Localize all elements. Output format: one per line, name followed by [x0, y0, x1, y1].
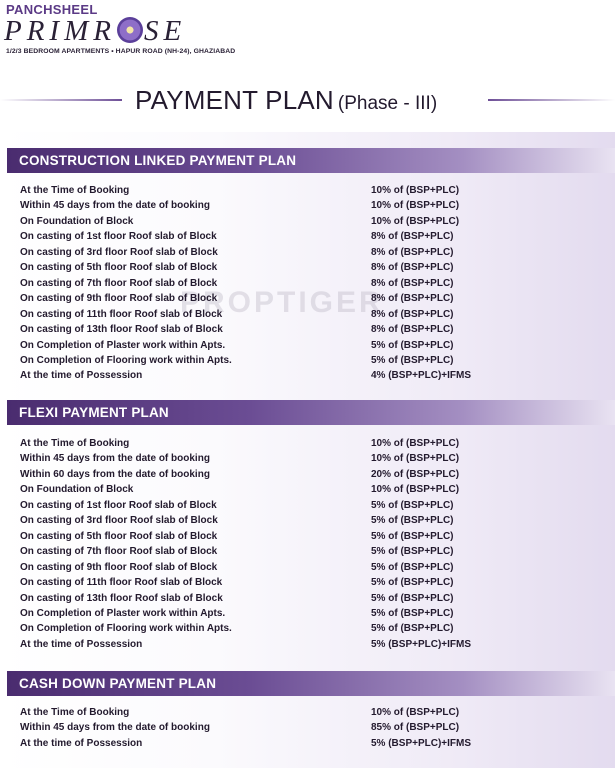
payment-milestone: On casting of 11th floor Roof slab of Block [20, 308, 223, 320]
payment-amount: 10% of (BSP+PLC) [371, 200, 460, 212]
payment-milestone: On casting of 3rd floor Roof slab of Block [20, 246, 218, 258]
payment-milestone: At the time of Possession [20, 638, 143, 650]
payment-amount: 5% of (BSP+PLC) [371, 623, 454, 635]
payment-milestone: On casting of 9th floor Roof slab of Block [20, 561, 218, 573]
payment-milestone: At the time of Possession [20, 370, 143, 382]
payment-row [20, 231, 500, 246]
brand-name [4, 15, 186, 48]
payment-amount: 10% of (BSP+PLC) [371, 438, 460, 449]
payment-row [20, 707, 500, 722]
title-divider-left [0, 99, 122, 101]
payment-milestone: On casting of 13th floor Roof slab of Block [20, 324, 223, 336]
payment-amount: 4% (BSP+PLC)+IFMS [371, 370, 472, 382]
payment-milestone: On Completion of Plaster work within Apts. [20, 607, 226, 619]
payment-milestone: On Foundation of Block [20, 484, 134, 496]
payment-row [20, 722, 500, 737]
payment-row [20, 531, 500, 546]
section-header [7, 400, 615, 425]
brand-name-part1: PRIMR [4, 15, 116, 47]
payment-milestone: On casting of 5th floor Roof slab of Block [20, 530, 218, 542]
section-heading: CASH DOWN PAYMENT PLAN [19, 676, 217, 691]
payment-row [20, 500, 500, 515]
payment-milestone: On casting of 1st floor Roof slab of Block [20, 231, 217, 243]
payment-milestone: On Completion of Flooring work within Apts. [20, 354, 232, 366]
title-divider-right [488, 99, 615, 101]
page-title [135, 85, 437, 116]
payment-amount: 5% of (BSP+PLC) [371, 530, 454, 542]
payment-milestone: On casting of 13th floor Roof slab of Block [20, 592, 223, 604]
section-header [7, 671, 615, 696]
payment-amount: 10% of (BSP+PLC) [371, 185, 460, 196]
payment-row [20, 185, 500, 200]
payment-row [20, 515, 500, 530]
payment-amount: 20% of (BSP+PLC) [371, 468, 460, 480]
payment-amount: 8% of (BSP+PLC) [371, 308, 454, 320]
payment-row [20, 484, 500, 499]
payment-milestone: On casting of 9th floor Roof slab of Block [20, 293, 218, 305]
brand-logo [4, 2, 234, 60]
payment-milestone: On casting of 11th floor Roof slab of Block [20, 577, 223, 589]
payment-row [20, 623, 500, 638]
section-header [7, 148, 615, 173]
payment-milestone: At the time of Possession [20, 737, 143, 749]
payment-milestone: On casting of 7th floor Roof slab of Block [20, 277, 218, 289]
payment-row [20, 216, 500, 231]
payment-row [20, 593, 500, 608]
payment-amount: 5% of (BSP+PLC) [371, 577, 454, 589]
payment-row [20, 562, 500, 577]
payment-row [20, 577, 500, 592]
payment-row [20, 340, 500, 355]
payment-milestone: Within 45 days from the date of booking [20, 453, 210, 465]
payment-amount: 5% of (BSP+PLC) [371, 515, 454, 527]
payment-amount: 85% of (BSP+PLC) [371, 722, 460, 734]
section-heading: FLEXI PAYMENT PLAN [19, 405, 169, 420]
payment-row [20, 370, 500, 385]
payment-amount: 10% of (BSP+PLC) [371, 707, 460, 718]
brand-name-part2: SE [143, 15, 187, 47]
payment-milestone: At the Time of Booking [20, 185, 130, 196]
payment-amount: 8% of (BSP+PLC) [371, 231, 454, 243]
payment-milestone: At the Time of Booking [20, 438, 130, 449]
payment-milestone: Within 45 days from the date of booking [20, 200, 210, 212]
payment-amount: 8% of (BSP+PLC) [371, 262, 454, 274]
payment-amount: 5% of (BSP+PLC) [371, 607, 454, 619]
payment-milestone: On casting of 5th floor Roof slab of Block [20, 262, 218, 274]
payment-amount: 10% of (BSP+PLC) [371, 484, 460, 496]
payment-amount: 8% of (BSP+PLC) [371, 277, 454, 289]
payment-amount: 5% of (BSP+PLC) [371, 546, 454, 558]
page-title-row [0, 84, 615, 118]
payment-amount: 5% of (BSP+PLC) [371, 354, 454, 366]
payment-row [20, 278, 500, 293]
section-heading: CONSTRUCTION LINKED PAYMENT PLAN [19, 153, 297, 168]
payment-amount: 10% of (BSP+PLC) [371, 215, 460, 227]
payment-amount: 8% of (BSP+PLC) [371, 293, 454, 305]
watermark: PROPTIGER [180, 286, 384, 319]
payment-milestone: On Completion of Plaster work within Apts. [20, 339, 226, 351]
brand-subtitle: 1/2/3 BEDROOM APARTMENTS • HAPUR ROAD (NH-24), GHAZIABAD [6, 48, 236, 55]
payment-row [20, 200, 500, 215]
payment-milestone: At the Time of Booking [20, 707, 130, 718]
payment-amount: 8% of (BSP+PLC) [371, 246, 454, 258]
payment-amount: 5% of (BSP+PLC) [371, 339, 454, 351]
payment-row [20, 262, 500, 277]
payment-milestone: On casting of 1st floor Roof slab of Block [20, 499, 217, 511]
payment-amount: 5% of (BSP+PLC) [371, 561, 454, 573]
payment-milestone: On casting of 7th floor Roof slab of Block [20, 546, 218, 558]
payment-milestone: On Foundation of Block [20, 215, 134, 227]
payment-row [20, 324, 500, 339]
payment-milestone: Within 45 days from the date of booking [20, 722, 210, 734]
payment-amount: 10% of (BSP+PLC) [371, 453, 460, 465]
payment-row [20, 453, 500, 468]
flower-icon [117, 17, 143, 43]
payment-row [20, 639, 500, 654]
brand-top-text: PANCHSHEEL [6, 2, 98, 17]
payment-row [20, 293, 500, 308]
payment-row [20, 247, 500, 262]
payment-row [20, 309, 500, 324]
payment-milestone: On casting of 3rd floor Roof slab of Block [20, 515, 218, 527]
payment-amount: 5% (BSP+PLC)+IFMS [371, 737, 472, 749]
payment-row [20, 608, 500, 623]
payment-row [20, 546, 500, 561]
payment-amount: 5% of (BSP+PLC) [371, 592, 454, 604]
payment-amount: 8% of (BSP+PLC) [371, 324, 454, 336]
payment-milestone: Within 60 days from the date of booking [20, 468, 210, 480]
payment-row [20, 438, 500, 453]
payment-amount: 5% of (BSP+PLC) [371, 499, 454, 511]
payment-milestone: On Completion of Flooring work within Apts. [20, 623, 232, 635]
payment-row [20, 355, 500, 370]
page-title-main: PAYMENT PLAN [135, 85, 334, 115]
payment-row [20, 738, 500, 753]
payment-amount: 5% (BSP+PLC)+IFMS [371, 638, 472, 650]
payment-row [20, 469, 500, 484]
page-title-phase: (Phase - III) [337, 93, 438, 114]
